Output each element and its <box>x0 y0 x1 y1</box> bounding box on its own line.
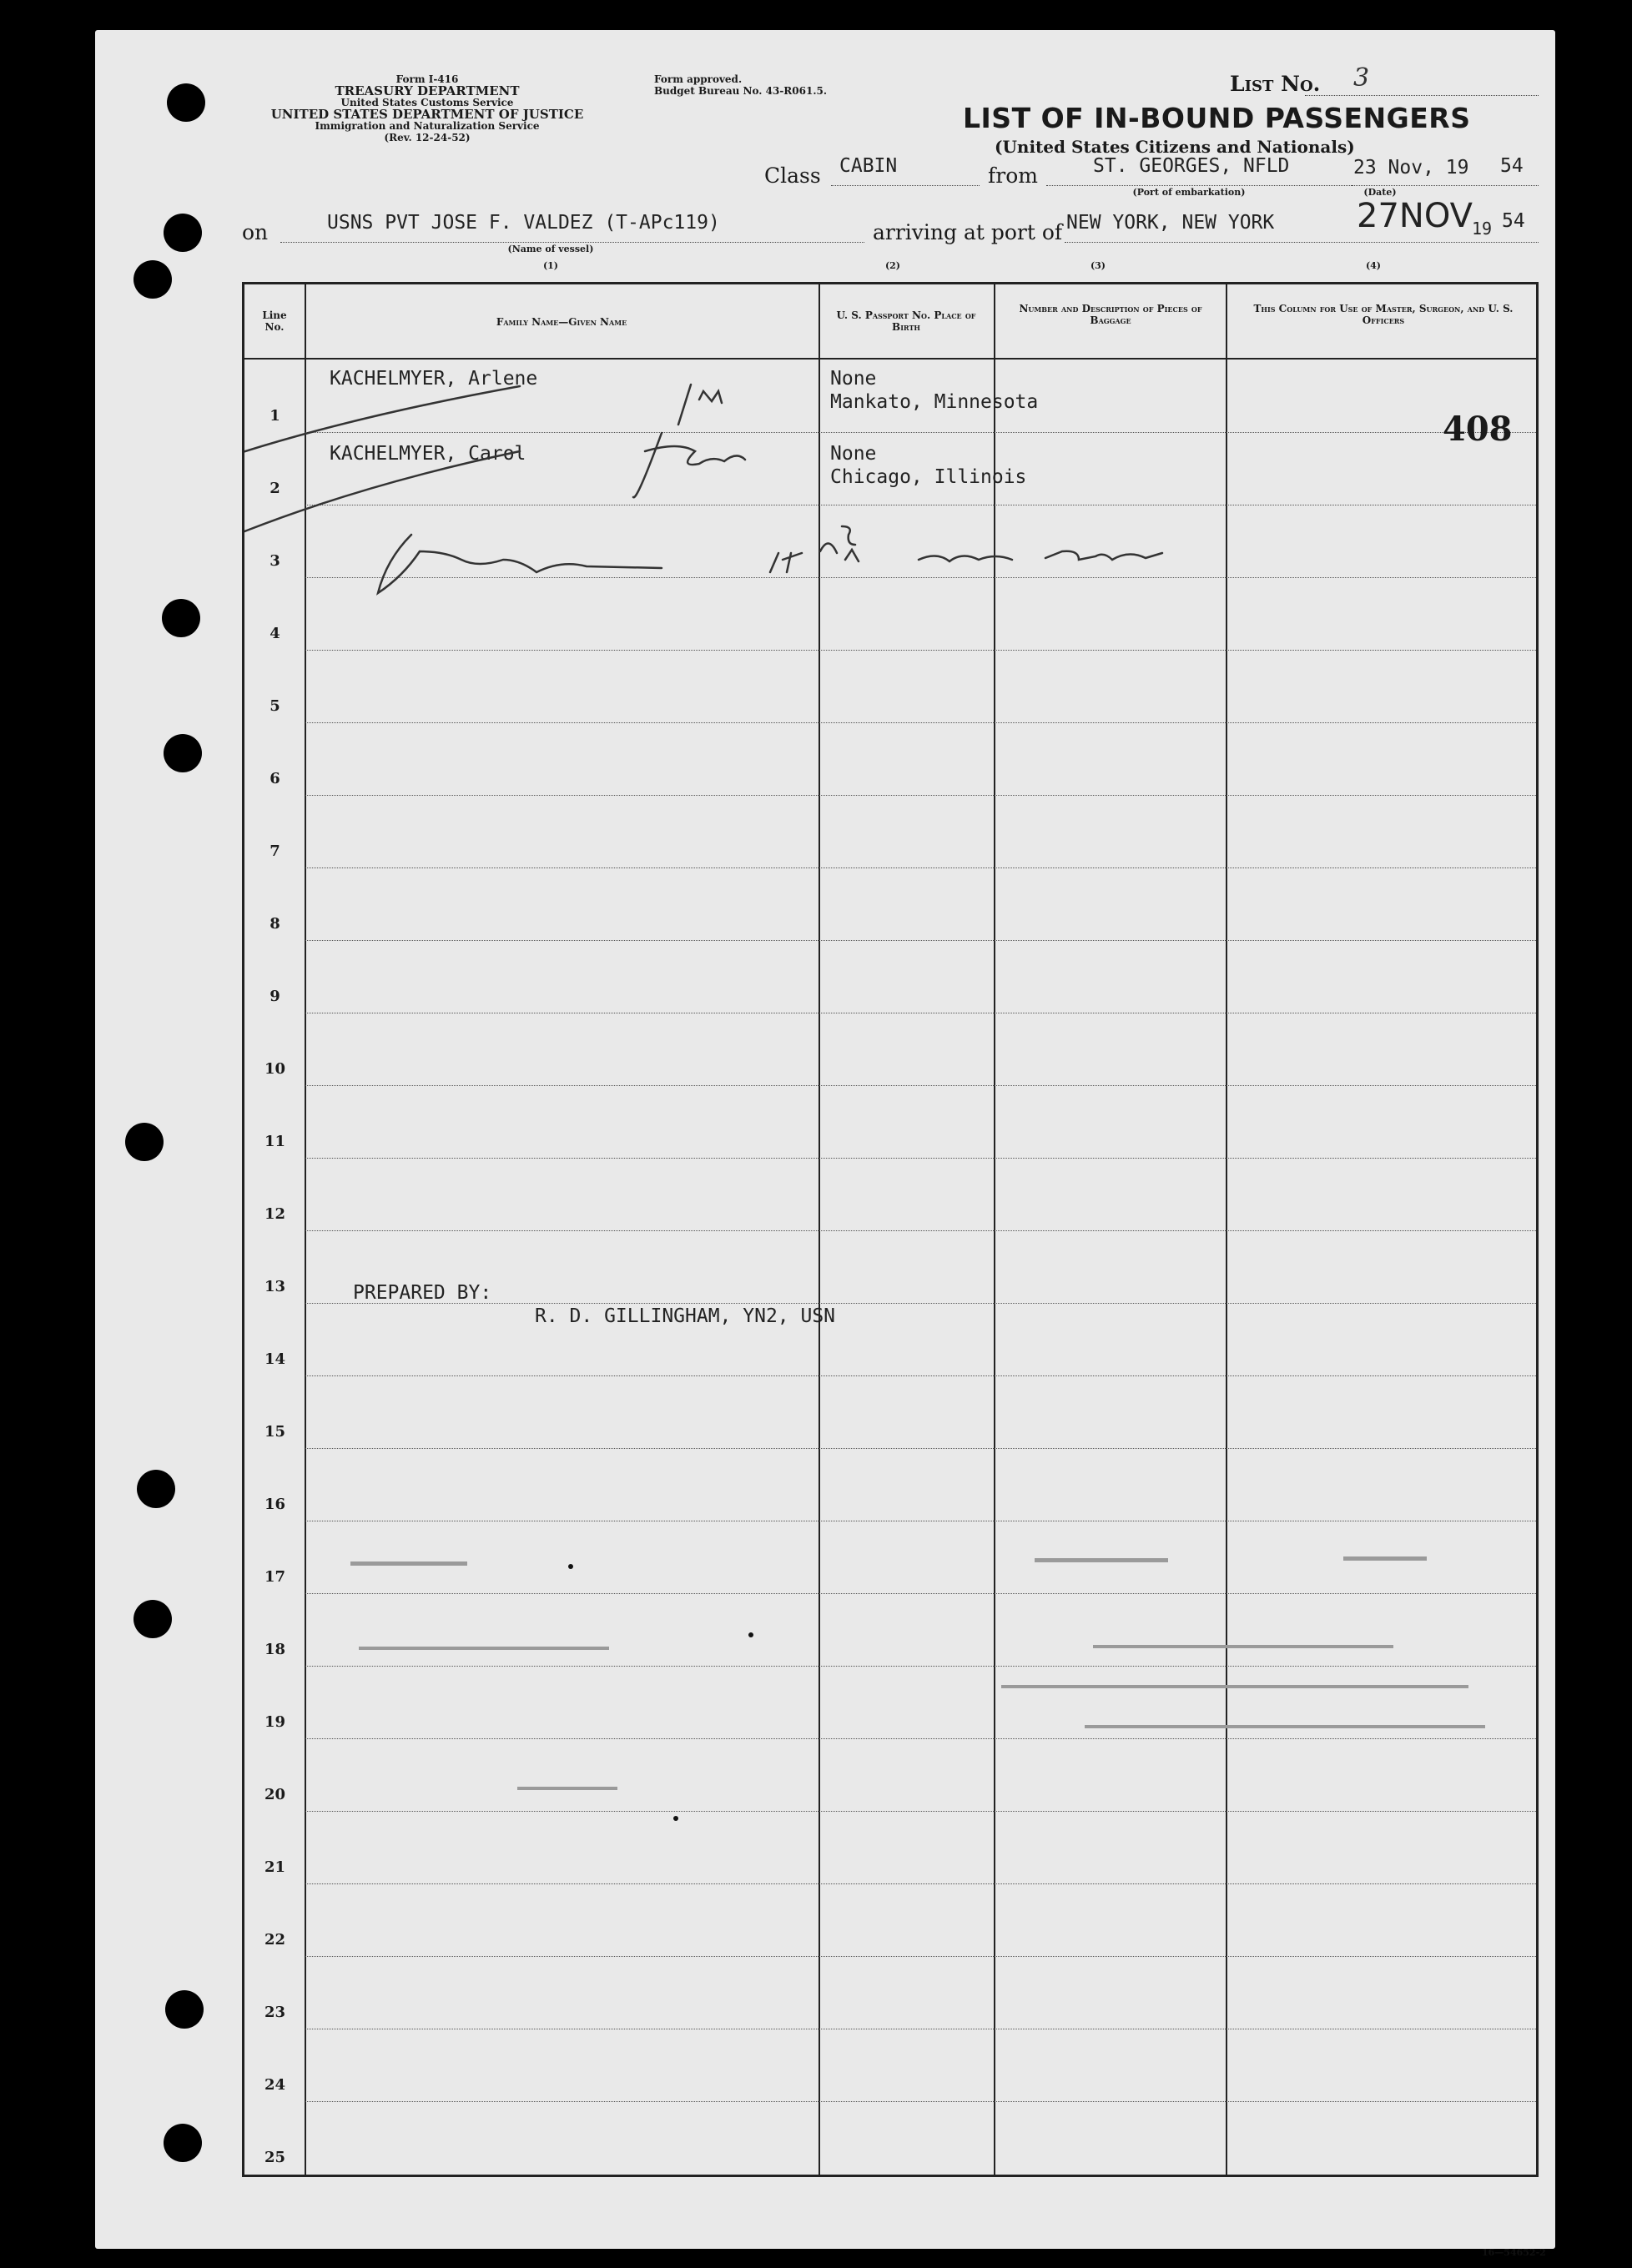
line-number: 17 <box>264 1568 286 1586</box>
line-number: 13 <box>264 1278 286 1295</box>
line-number: 16 <box>264 1496 286 1513</box>
header-name: Family Name—Given Name <box>496 316 627 328</box>
header-baggage: Number and Description of Pieces of Baggage <box>1019 303 1202 326</box>
line-number: 14 <box>264 1350 286 1368</box>
line-number: 8 <box>269 915 280 933</box>
line-number: 25 <box>264 2149 286 2166</box>
line-number: 11 <box>264 1133 286 1150</box>
customs-service: United States Customs Service <box>340 97 514 108</box>
form-title: LIST OF IN-BOUND PASSENGERS <box>963 102 1471 134</box>
officer-number: 408 <box>1443 410 1513 449</box>
entry-passport-1: None <box>830 368 877 390</box>
line-number: 12 <box>264 1205 286 1223</box>
line-number: 23 <box>264 2004 286 2021</box>
list-no-label: List No. <box>1230 72 1321 96</box>
line-number: 5 <box>269 697 280 715</box>
line-number: 2 <box>269 480 280 497</box>
header-passport: U. S. Passport No. Place of Birth <box>836 309 976 333</box>
list-no-value: 3 <box>1353 63 1370 93</box>
line-number: 15 <box>264 1423 286 1441</box>
arrival-date-stamp: 27NOV <box>1357 197 1473 235</box>
line-number: 6 <box>269 770 280 787</box>
form-id: Form I-416 <box>395 73 459 85</box>
col-caption-3: (3) <box>1090 260 1106 271</box>
vessel-name: USNS PVT JOSE F. VALDEZ (T-APc119) <box>327 212 720 234</box>
line-number: 24 <box>264 2076 286 2094</box>
justice-dept: UNITED STATES DEPARTMENT OF JUSTICE <box>270 107 584 122</box>
budget-text: Budget Bureau No. 43-R061.5. <box>654 85 828 97</box>
line-number: 21 <box>264 1858 286 1876</box>
approved-text: Form approved. <box>654 73 743 85</box>
prepared-by-label: PREPARED BY: <box>353 1282 492 1304</box>
header-line-no: Line No. <box>262 309 287 333</box>
arriving-label: arriving at port of <box>873 220 1063 244</box>
treasury-dept: TREASURY DEPARTMENT <box>335 83 520 98</box>
class-value: CABIN <box>839 155 898 177</box>
arrival-port: NEW YORK, NEW YORK <box>1066 212 1275 234</box>
date-caption: (Date) <box>1363 187 1397 198</box>
entry-birthplace-1: Mankato, Minnesota <box>830 391 1039 413</box>
depart-year: 54 <box>1500 155 1524 177</box>
from-label: from <box>988 163 1038 188</box>
line-number: 1 <box>269 407 280 425</box>
line-number: 7 <box>269 842 280 860</box>
vessel-caption: (Name of vessel) <box>507 244 594 254</box>
col-caption-1: (1) <box>542 260 559 271</box>
line-number: 10 <box>264 1060 286 1078</box>
on-label: on <box>242 220 269 244</box>
line-number: 19 <box>264 1713 286 1731</box>
entry-name-2: KACHELMYER, Carol <box>330 443 526 465</box>
col-caption-4: (4) <box>1365 260 1382 271</box>
arrival-year: 54 <box>1502 210 1525 232</box>
ins-service: Immigration and Naturalization Service <box>315 120 540 132</box>
form-subtitle: (United States Citizens and Nationals) <box>995 137 1355 157</box>
class-label: Class <box>764 163 821 188</box>
arrival-19: 19 <box>1472 219 1493 239</box>
line-number: 3 <box>269 552 280 570</box>
depart-date: 23 Nov, 19 <box>1353 157 1469 179</box>
line-number: 18 <box>264 1641 286 1658</box>
entry-passport-2: None <box>830 443 877 465</box>
col-caption-2: (2) <box>884 260 901 271</box>
line-number: 22 <box>264 1931 286 1949</box>
revision: (Rev. 12-24-52) <box>384 132 471 143</box>
from-value: ST. GEORGES, NFLD <box>1093 155 1290 177</box>
form-footer-code: 16—54652-2 <box>1482 2247 1546 2258</box>
header-officers: This Column for Use of Master, Surgeon, and U. S. Officers <box>1253 303 1514 326</box>
entry-name-1: KACHELMYER, Arlene <box>330 368 538 390</box>
line-number: 4 <box>269 625 280 642</box>
line-number: 20 <box>264 1786 286 1803</box>
entry-birthplace-2: Chicago, Illinois <box>830 466 1027 488</box>
port-caption: (Port of embarkation) <box>1132 187 1246 198</box>
prepared-by-name: R. D. GILLINGHAM, YN2, USN <box>535 1305 836 1327</box>
line-number: 9 <box>269 988 280 1005</box>
